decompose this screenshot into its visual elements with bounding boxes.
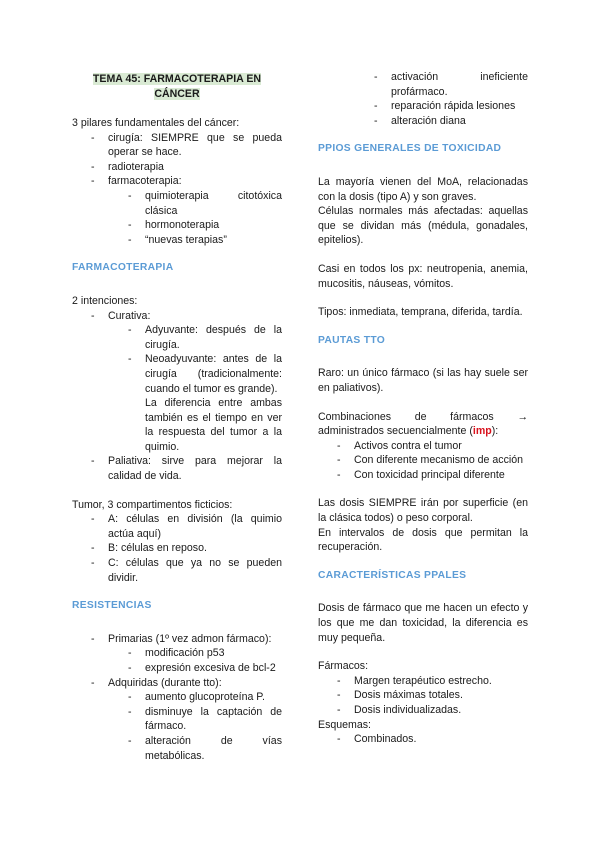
list-item: - activación ineficiente profármaco. bbox=[374, 71, 528, 98]
list-item: - farmacoterapia: bbox=[91, 175, 182, 188]
list-item: - reparación rápida lesiones bbox=[374, 100, 516, 113]
caracteristicas-heading: CARACTERÍSTICAS PPALES bbox=[318, 569, 467, 581]
list-item: - C: células que ya no se pueden dividir. bbox=[91, 557, 282, 584]
toxicidad-p2: Células normales más afectadas: aquellas que se dividan más (médula, gonadales, epitelios). bbox=[318, 205, 528, 247]
intenciones-intro: 2 intenciones: bbox=[72, 294, 138, 307]
diferencia-note: La diferencia entre ambas también es el tiempo en ver la respuesta del tumor a la quimio. bbox=[145, 397, 282, 453]
list-item: - Dosis individualizadas. bbox=[337, 704, 462, 716]
farmacoterapia-heading: FARMACOTERAPIA bbox=[72, 262, 174, 274]
resistencias-heading: RESISTENCIAS bbox=[72, 600, 152, 612]
pautas-p1: Raro: un único fármaco (si las hay suele ser en paliativos). bbox=[318, 367, 528, 394]
list-item: - radioterapia bbox=[91, 160, 164, 173]
list-item: - aumento glucoproteína P. bbox=[128, 691, 265, 704]
list-item: - Primarias (1º vez admon fármaco): bbox=[91, 632, 272, 645]
list-item: - “nuevas terapias” bbox=[128, 233, 227, 246]
list-item: - Paliativa: sirve para mejorar la calidad de vida. bbox=[91, 455, 282, 483]
imp-label: imp bbox=[472, 425, 492, 438]
list-item: - Neoadyuvante: antes de la cirugía (tradicionalmente: cuando el tumor es grande). bbox=[128, 353, 282, 395]
pilares-intro: 3 pilares fundamentales del cáncer: bbox=[72, 117, 240, 129]
toxicidad-heading: PPIOS GENERALES DE TOXICIDAD bbox=[318, 143, 502, 155]
esquemas-intro: Esquemas: bbox=[318, 718, 371, 731]
toxicidad-p3: Casi en todos los px: neutropenia, anemia, mucositis, náuseas, vómitos. bbox=[318, 262, 528, 290]
left-column bbox=[72, 70, 282, 763]
pautas-p4: En intervalos de dosis que permitan la recuperación. bbox=[318, 526, 528, 554]
list-item: - quimioterapia citotóxica clásica bbox=[128, 189, 282, 217]
tumor-intro: Tumor, 3 compartimentos ficticios: bbox=[72, 498, 233, 511]
list-item: - Dosis máximas totales. bbox=[337, 689, 463, 702]
list-item: - B: células en reposo. bbox=[91, 542, 207, 555]
list-item: - disminuye la captación de fármaco. bbox=[128, 705, 282, 733]
list-item: - alteración diana bbox=[374, 114, 466, 127]
toxicidad-p1: La mayoría vienen del MoA, relacionadas con la dosis (tipo A) y son graves. bbox=[318, 175, 528, 203]
list-item: - modificación p53 bbox=[128, 647, 225, 660]
list-item: - Con diferente mecanismo de acción bbox=[337, 454, 524, 467]
list-item: - Adyuvante: después de la cirugía. bbox=[128, 324, 282, 351]
pautas-heading: PAUTAS TTO bbox=[318, 334, 386, 346]
caracteristicas-p1: Dosis de fármaco que me hacen un efecto y los que me dan toxicidad, la diferencia es muy pequeña. bbox=[318, 602, 528, 644]
right-column bbox=[318, 70, 528, 747]
list-item: - cirugía: SIEMPRE que se pueda operar se hace. bbox=[91, 131, 282, 159]
list-item: - Con toxicidad principal diferente bbox=[337, 468, 505, 481]
list-item: - Adquiridas (durante tto): bbox=[91, 676, 222, 689]
toxicidad-p4: Tipos: inmediata, temprana, diferida, tardía. bbox=[318, 306, 523, 319]
list-item: - Margen terapéutico estrecho. bbox=[337, 674, 492, 687]
list-item: - A: células en división (la quimio actúa aquí) bbox=[91, 513, 282, 540]
list-item: - Activos contra el tumor bbox=[337, 439, 462, 452]
pautas-p2: Combinaciones de fármacos → administrados secuencialmente (imp): bbox=[318, 410, 528, 438]
page-title: TEMA 45: FARMACOTERAPIA EN CÁNCER bbox=[92, 73, 262, 100]
pautas-p3: Las dosis SIEMPRE irán por superficie (en la clásica todos) o peso corporal. bbox=[318, 497, 528, 525]
list-item: - hormonoterapia bbox=[128, 219, 220, 232]
list-item: - alteración de vías metabólicas. bbox=[128, 734, 282, 762]
list-item: - Combinados. bbox=[337, 733, 417, 746]
farmacos-intro: Fármacos: bbox=[318, 660, 369, 673]
list-item: - Curativa: bbox=[91, 309, 151, 322]
list-item: - expresión excesiva de bcl-2 bbox=[128, 662, 276, 674]
